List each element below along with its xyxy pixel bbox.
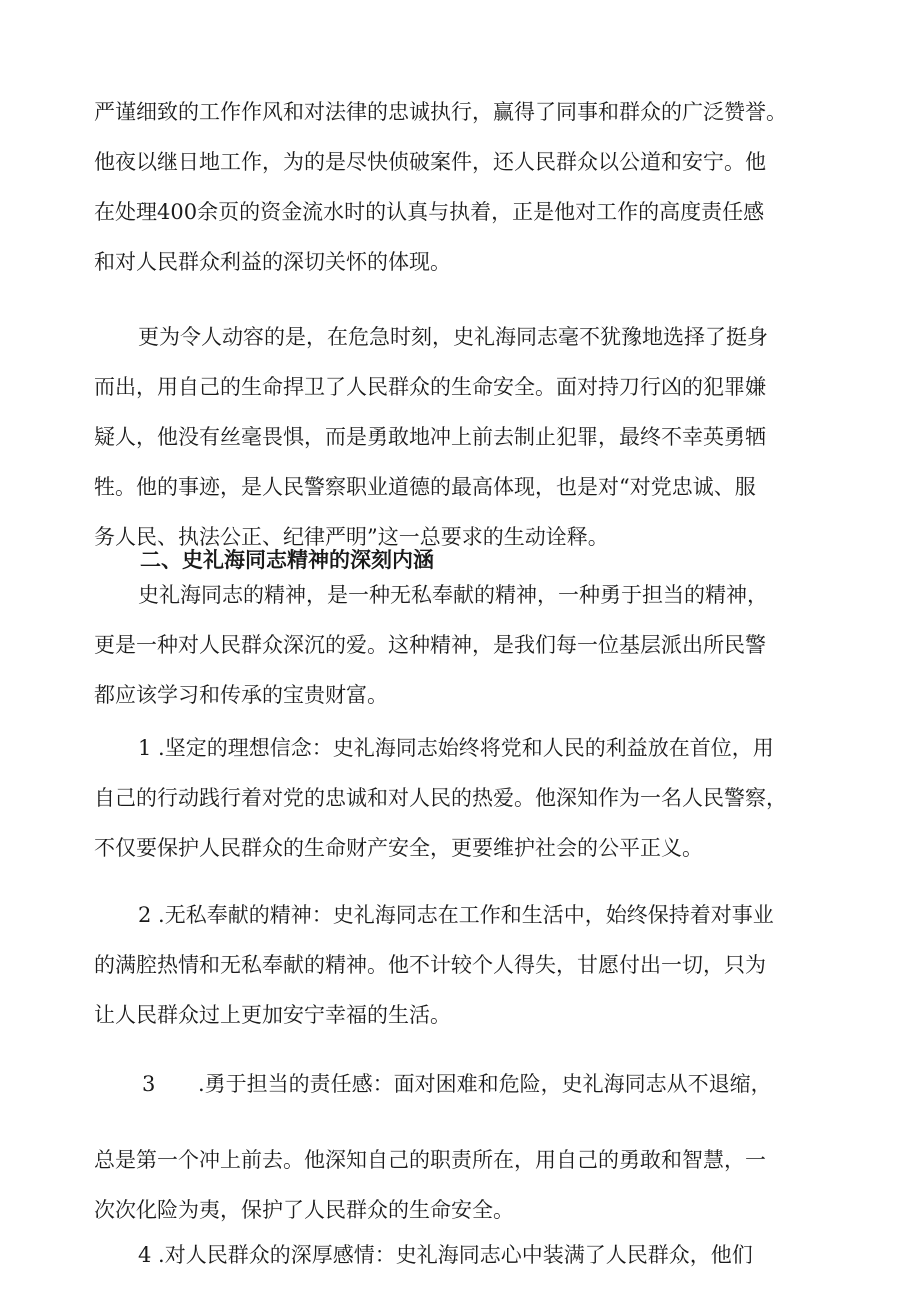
list-item-line: .勇于担当的责任感：面对困难和危险，史礼海同志从不退缩，	[198, 1072, 772, 1096]
text-line: 不仅要保护人民群众的生命财产安全，更要维护社会的公平正义。	[94, 836, 703, 860]
text-line: 总是第一个冲上前去。他深知自己的职责所在，用自己的勇敢和智慧，一	[94, 1148, 766, 1172]
text-line: 都应该学习和传承的宝贵财富。	[94, 683, 388, 707]
text-line: 疑人，他没有丝毫畏惧，而是勇敢地冲上前去制止犯罪，最终不幸英勇牺	[94, 425, 766, 449]
list-item-line: 2 .无私奉献的精神：史礼海同志在工作和生活中，始终保持着对事业	[138, 903, 774, 927]
text-line: 牲。他的事迹，是人民警察职业道德的最高体现，也是对“对党忠诚、服	[94, 475, 756, 499]
section-heading: 二、史礼海同志精神的深刻内涵	[140, 548, 434, 572]
text-line: 更为令人动容的是，在危急时刻，史礼海同志毫不犹豫地选择了挺身	[138, 325, 768, 349]
text-line: 而出，用自己的生命捍卫了人民群众的生命安全。面对持刀行凶的犯罪嫌	[94, 375, 766, 399]
text-line: 在处理400余页的资金流水时的认真与执着，正是他对工作的高度责任感	[94, 200, 765, 224]
text-line: 的满腔热情和无私奉献的精神。他不计较个人得失，甘愿付出一切，只为	[94, 953, 766, 977]
text-line: 务人民、执法公正、纪律严明”这一总要求的生动诠释。	[94, 525, 609, 549]
list-item-number: 3	[142, 1072, 156, 1096]
list-item-line: 4 .对人民群众的深厚感情：史礼海同志心中装满了人民群众，他们	[138, 1243, 753, 1267]
text-line: 更是一种对人民群众深沉的爱。这种精神，是我们每一位基层派出所民警	[94, 633, 766, 657]
text-line: 严谨细致的工作作风和对法律的忠诚执行，赢得了同事和群众的广泛赞誉。	[94, 100, 787, 124]
list-item-line: 1 .坚定的理想信念：史礼海同志始终将党和人民的利益放在首位，用	[138, 736, 774, 760]
text-line: 史礼海同志的精神，是一种无私奉献的精神，一种勇于担当的精神，	[138, 583, 768, 607]
text-line: 次次化险为夷，保护了人民群众的生命安全。	[94, 1198, 514, 1222]
text-line: 自己的行动践行着对党的忠诚和对人民的热爱。他深知作为一名人民警察，	[94, 786, 787, 810]
text-line: 他夜以继日地工作，为的是尽快侦破案件，还人民群众以公道和安宁。他	[94, 150, 766, 174]
text-line: 和对人民群众利益的深切关怀的体现。	[94, 250, 451, 274]
text-line: 让人民群众过上更加安宁幸福的生活。	[94, 1003, 451, 1027]
